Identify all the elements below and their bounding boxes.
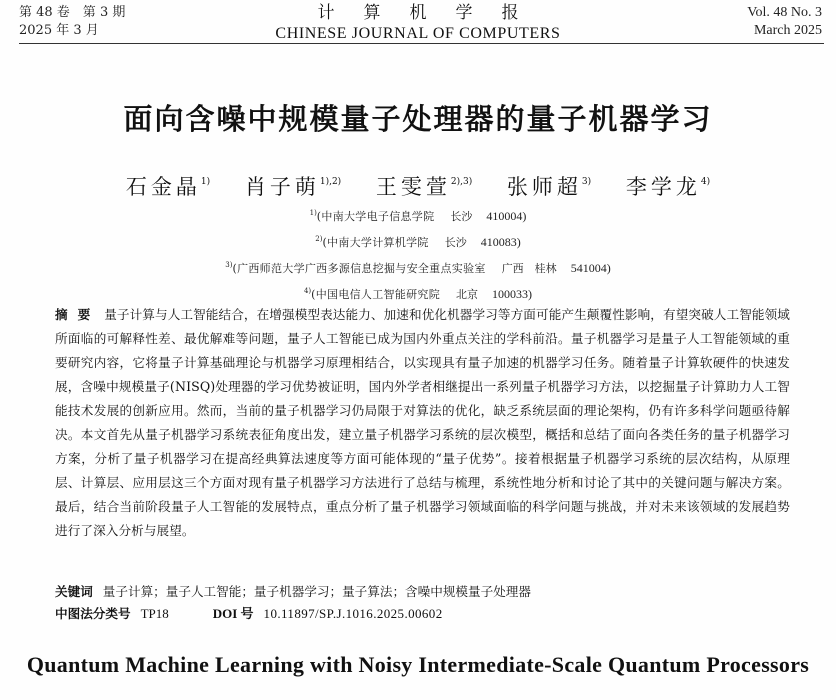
affiliation-mark: 3) [225, 261, 233, 269]
affiliation-unit: (中国电信人工智能研究院 [311, 288, 441, 301]
header-rule [19, 43, 824, 44]
doi-label: DOI 号 [212, 606, 254, 621]
classification-label: 中图法分类号 [55, 606, 131, 621]
affiliation-zip: 541004) [570, 261, 611, 275]
author-name: 李学龙 [625, 175, 701, 199]
header-center [0, 2, 836, 44]
affiliation-zip: 410004) [486, 209, 527, 223]
author [376, 167, 472, 202]
keywords-label: 关键词 [55, 584, 93, 599]
keywords-text: 量子计算；量子人工智能；量子机器学习；量子算法；含噪中规模量子处理器 [102, 584, 531, 599]
author [126, 167, 210, 202]
affiliation-mark: 2) [315, 235, 323, 243]
date-cn: 2025 年 3 月 [19, 23, 99, 38]
author [626, 167, 710, 202]
abstract-text: 量子计算与人工智能结合，在增强模型表达能力、加速和优化机器学习等方面可能产生颠覆性影响，有望突破人工智能领域所面临的可解释性差、最优解难等问题，量子人工智能已成为国内外重点关注的学科前沿。量子机器学习是量子人工智能领域的重要研究内容，它将量子计算基础理论与机器学习原理相结合，以实现具有量子加速的机器学习任务。随着量子计算软硬件的快速发展，含噪中规模量子(NISQ)处理器的学习优势被证明，国内外学者相继提出一系列量子机器学习方法，以挖掘量子计算助力人工智能技术发展的创新应用。然而，当前的量子机器学习仍局限于对算法的优化，缺乏系统层面的理论架构，仍有许多科学问题亟待解决。本文首先从量子机器学习系统表征角度出发，建立量子机器学习系统的层次模型，概括和总结了面向各类任务的量子机器学习方案，分析了量子机器学习在提高经典算法速度等方面可能体现的“量子优势”。接着根据量子机器学习系统的层次结构，从原理层、计算层、应用层这三个方面对现有量子机器学习方法进行了总结与梳理，系统性地分析和讨论了其中的关键问题与解决方案。最后，结合当前阶段量子人工智能的发展特点，重点分析了量子机器学习领域面临的科学问题与挑战，并对未来该领域的发展趋势进行了深入分析与展望。 [55, 307, 790, 538]
author-affil-mark: 3) [581, 177, 592, 187]
affiliation-unit: (中南大学计算机学院 [322, 236, 429, 249]
doi-value[interactable]: 10.11897/SP.J.1016.2025.00602 [263, 606, 443, 621]
affiliation-city: 长沙 [450, 210, 473, 223]
abstract-label: 摘要 [55, 307, 101, 322]
author-affil-mark: 4) [700, 177, 711, 187]
abstract [55, 303, 790, 543]
affiliation-mark: 1) [309, 209, 317, 217]
affiliation-list [0, 202, 836, 306]
author-list [0, 167, 836, 202]
volume-issue-en: Vol. 48 No. 3 [747, 5, 822, 20]
affiliation [0, 202, 836, 228]
affiliation-city: 北京 [456, 288, 479, 301]
keywords [55, 581, 531, 603]
paper-title-en: Quantum Machine Learning with Noisy Intermediate-Scale Quantum Processors [26, 652, 810, 677]
author-affil-mark: 1),2) [319, 177, 342, 187]
author [245, 167, 341, 202]
author-affil-mark: 1) [200, 177, 211, 187]
paper-title-cn: 面向含噪中规模量子处理器的量子机器学习 [123, 102, 713, 136]
journal-name-cn: 计算机学报 [317, 3, 548, 23]
author [507, 167, 591, 202]
classification-code: TP18 [140, 606, 169, 621]
affiliation-city: 长沙 [444, 236, 467, 249]
affiliation-unit: (广西师范大学广西多源信息挖掘与安全重点实验室 [232, 262, 486, 275]
header-right [747, 4, 822, 40]
classification-line [55, 603, 443, 625]
volume-issue-cn: 第 48 卷 第 3 期 [19, 5, 126, 20]
author-name: 肖子萌 [244, 175, 320, 199]
affiliation [0, 228, 836, 254]
author-affil-mark: 2),3) [450, 177, 473, 187]
journal-name-en: CHINESE JOURNAL OF COMPUTERS [275, 25, 561, 42]
affiliation-unit: (中南大学电子信息学院 [316, 210, 435, 223]
affiliation-city: 广西 桂林 [501, 262, 557, 275]
author-name: 张师超 [506, 175, 582, 199]
affiliation-mark: 4) [303, 287, 312, 295]
affiliation-zip: 100033) [492, 287, 533, 301]
affiliation-zip: 410083) [480, 235, 521, 249]
author-name: 王雯萱 [375, 175, 451, 199]
date-en: March 2025 [753, 23, 822, 38]
author-name: 石金晶 [125, 175, 201, 199]
affiliation [0, 254, 836, 280]
